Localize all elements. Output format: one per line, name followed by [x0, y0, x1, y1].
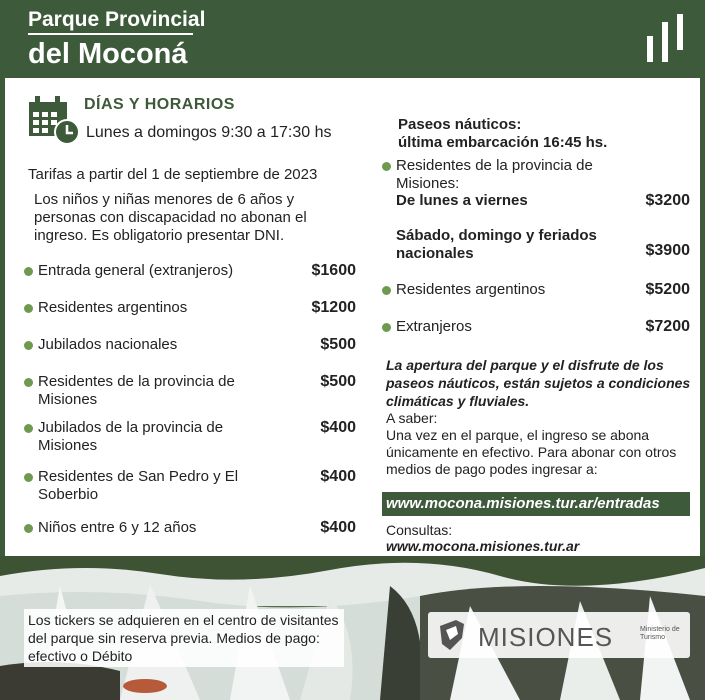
- boats-weekend-price: $3900: [645, 242, 690, 259]
- bullet-icon: [382, 286, 391, 295]
- bullet-icon: [382, 162, 391, 171]
- boats-weekday-label: De lunes a viernes: [396, 192, 528, 209]
- boats-extranjeros-price: $7200: [645, 318, 690, 335]
- tariff-label: Niños entre 6 y 12 años: [38, 519, 197, 536]
- header-underline: [28, 33, 193, 35]
- tariffs-note: Los niños y niñas menores de 6 años y personas con discapacidad no abonan el ingreso. Es obligatorio presentar DNI.: [34, 191, 307, 244]
- tariff-price: $1600: [311, 262, 356, 279]
- header-title-line2: del Moconá: [28, 38, 188, 70]
- misiones-brand: MISIONES: [478, 622, 614, 652]
- boats-title: [398, 116, 607, 152]
- boats-weekend-label: Sábado, domingo y feriados nacionales: [396, 227, 597, 262]
- consultas-label: Consultas:: [386, 522, 453, 538]
- boats-argentinos-price: $5200: [645, 281, 690, 298]
- right-border: [700, 78, 705, 558]
- boats-extranjeros-label: Extranjeros: [396, 318, 472, 335]
- boats-residents-row: [382, 157, 690, 192]
- payment-info: [386, 410, 696, 478]
- boats-weekday-price: $3200: [645, 192, 690, 209]
- tariff-label: Residentes de la provincia de Misiones: [38, 373, 235, 408]
- tariff-price: $500: [320, 336, 356, 353]
- bullet-icon: [24, 341, 33, 350]
- consultas-block: [386, 522, 579, 554]
- tariff-label: Residentes argentinos: [38, 299, 188, 316]
- bullet-icon: [24, 424, 33, 433]
- tariff-price: $400: [320, 468, 356, 485]
- bullet-icon: [24, 524, 33, 533]
- misiones-logo-box: [428, 612, 690, 658]
- tariff-label: Entrada general (extranjeros): [38, 262, 234, 279]
- left-border: [0, 78, 5, 558]
- schedule-title: DÍAS Y HORARIOS: [84, 96, 235, 113]
- conditions-note: La apertura del parque y el disfrute de los paseos náuticos, están sujetos a condiciones climáticas y fluviales.: [386, 357, 691, 409]
- calendar-clock-icon: [27, 96, 83, 146]
- schedule-time: Lunes a domingos 9:30 a 17:30 hs: [86, 124, 332, 141]
- header-banner: [0, 0, 705, 78]
- tickets-info-box: Los tickers se adquieren en el centro de visitantes del parque sin reserva previa. Medios de pago: efectivo o Débito: [24, 609, 344, 667]
- bullet-icon: [24, 473, 33, 482]
- ministry-label: Ministerio de Turismo: [640, 626, 680, 641]
- tariff-label: Residentes de San Pedro y El Soberbio: [38, 468, 239, 503]
- boats-residents-label: Residentes de la provincia de Misiones:: [396, 157, 593, 192]
- consultas-url-link[interactable]: www.mocona.misiones.tur.ar: [386, 538, 580, 554]
- tariff-price: $500: [320, 373, 356, 390]
- tariffs-title: Tarifas a partir del 1 de septiembre de 2023: [28, 166, 318, 183]
- boats-argentinos-label: Residentes argentinos: [396, 281, 546, 298]
- tariff-price: $400: [320, 419, 356, 436]
- bullet-icon: [24, 267, 33, 276]
- boats-title-line2: última embarcación 16:45 hs.: [398, 134, 608, 151]
- payment-text: Una vez en el parque, el ingreso se abona únicamente en efectivo. Para abonar con otros medios de pago podes ingresar a:: [386, 427, 677, 477]
- tariff-label: Jubilados nacionales: [38, 336, 178, 353]
- tariff-price: $400: [320, 519, 356, 536]
- tariff-label: Jubilados de la provincia de Misiones: [38, 419, 224, 454]
- tickets-url-link[interactable]: www.mocona.misiones.tur.ar/entradas: [382, 492, 690, 516]
- misiones-map-icon: [436, 618, 468, 652]
- bullet-icon: [24, 378, 33, 387]
- brand-bars-icon: [645, 14, 687, 64]
- a-saber-label: A saber:: [386, 410, 438, 426]
- bullet-icon: [24, 304, 33, 313]
- header-title-line1: Parque Provincial: [28, 8, 206, 31]
- bullet-icon: [382, 323, 391, 332]
- boats-title-line1: Paseos náuticos:: [398, 116, 522, 133]
- tariff-price: $1200: [311, 299, 356, 316]
